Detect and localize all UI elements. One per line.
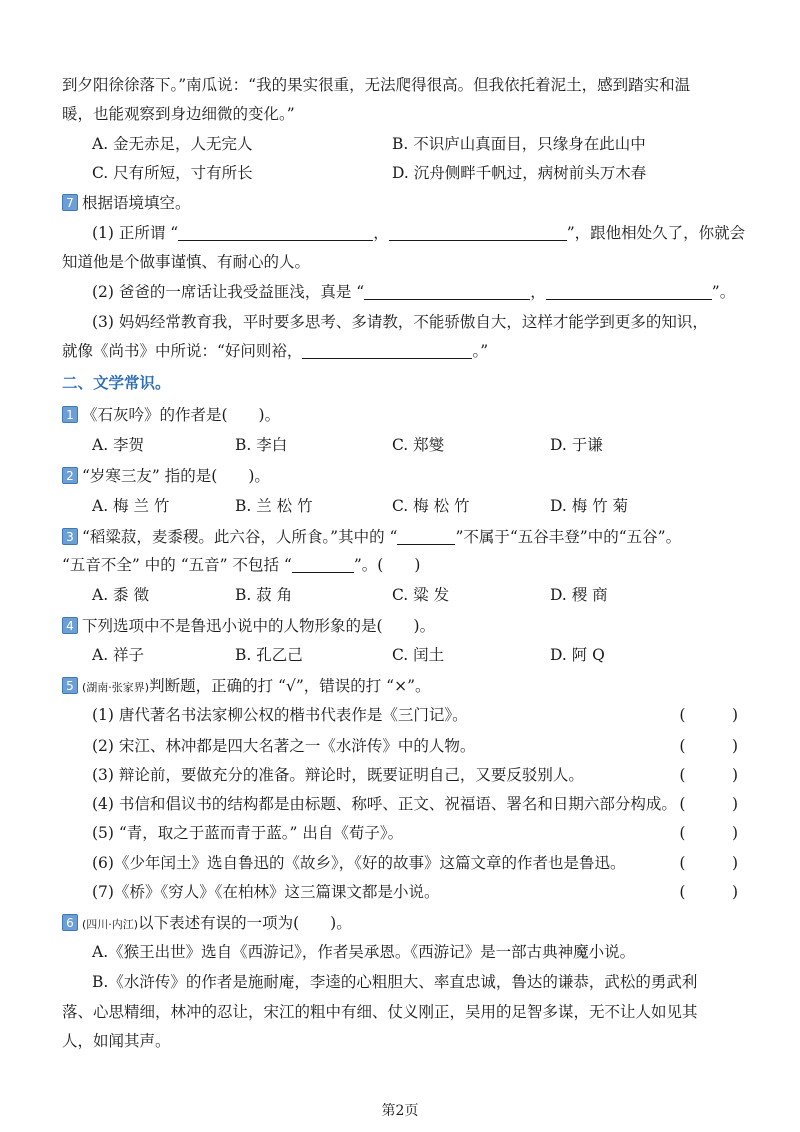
lit-q2-option-b: B. 兰 松 竹 [235,497,313,515]
q7-number-badge: 7 [62,194,78,211]
q7-s2-blank-2[interactable] [546,283,712,300]
lit-q5-item-2: (2) 宋江、林冲都是四大名著之一《水浒传》中的人物。 [92,737,476,755]
lit-q4-option-b: B. 孔乙己 [235,646,303,664]
page-number: 第2页 [381,1103,419,1119]
lit-q1-option-b: B. 李白 [235,436,288,454]
lit-q6-region: (四川·内江) [82,918,139,931]
q6-option-a: A. 金无赤足，人无完人 [92,135,253,153]
lit-q2-option-a: A. 梅 兰 竹 [92,497,170,515]
lit-q5-stem [62,675,760,699]
q6-option-b: B. 不识庐山真面目，只缘身在此山中 [392,135,646,153]
lit-q5-answer-2[interactable]: ( ) [679,737,738,755]
lit-q1-option-d: D. 于谦 [550,436,603,454]
q7-sentence-2 [92,281,760,303]
q7-sentence-3: (3) 妈妈经常教育我，平时要多思考、多请教，不能骄傲自大，这样才能学到更多的知识， [92,313,708,331]
q7-s1-comma: ， [373,224,389,242]
q7-title: 根据语境填空。 [82,194,191,212]
lit-q3-text-b: ”不属于“五谷丰登”中的“五谷”。 [455,528,682,546]
lit-q5-answer-4[interactable]: ( ) [679,795,738,813]
lit-q6-option-b-line-2: 落、心思精细，林冲的忍让，宋江的粗中有细、仗义刚正，吴用的足智多谋，无不让人如见其 [62,1003,698,1021]
lit-q6-stem [62,912,760,936]
lit-q5-answer-7[interactable]: ( ) [679,883,738,901]
lit-q5-item-3: (3) 辩论前，要做充分的准备。辩论时，既要证明自己，又要反驳别人。 [92,766,584,784]
lit-q5-answer-1[interactable]: ( ) [679,706,738,724]
lit-q3-stem-line-2 [62,554,760,576]
q6-option-d: D. 沉舟侧畔千帆过，病树前头万木春 [392,164,647,182]
q7-s3-prefix: 就像《尚书》中所说：“好问则裕， [62,342,303,360]
lit-q3-blank-1[interactable] [397,528,455,545]
lit-q4-text: 下列选项中不是鲁迅小说中的人物形象的是( )。 [82,617,436,635]
q6-option-c: C. 尺有所短，寸有所长 [92,164,253,182]
lit-q4-option-d: D. 阿 Q [550,646,605,664]
q7-s1-prefix: (1) 正所谓 “ [92,224,179,242]
section-title-literature: 二、文学常识。 [62,374,171,392]
lit-q5-answer-6[interactable]: ( ) [679,854,738,872]
lit-q1-option-a: A. 李贺 [92,436,145,454]
lit-q1-text: 《石灰吟》的作者是( )。 [82,406,281,424]
lit-q5-item-6: (6)《少年闰土》选自鲁迅的《故乡》，《好的故事》这篇文章的作者也是鲁迅。 [92,854,626,872]
lit-q6-number-badge: 6 [62,914,78,931]
lit-q5-region: (湖南·张家界) [82,681,150,694]
lit-q4-option-a: A. 祥子 [92,646,145,664]
lit-q6-option-a: A.《猴王出世》选自《西游记》，作者吴承恩。《西游记》是一部古典神魔小说。 [92,943,636,961]
q7-s3-blank[interactable] [302,342,472,359]
intro-line-1: 到夕阳徐徐落下。”南瓜说：“我的果实很重，无法爬得很高。但我依托着泥土，感到踏实和温 [62,76,691,94]
lit-q3-blank-2[interactable] [292,556,354,573]
lit-q2-number-badge: 2 [62,467,78,484]
lit-q5-item-4: (4) 书信和倡议书的结构都是由标题、称呼、正文、祝福语、署名和日期六部分构成。 [92,795,677,813]
lit-q5-item-5: (5) “青，取之于蓝而青于蓝。” 出自《荀子》。 [92,824,404,842]
lit-q3-option-b: B. 菽 角 [235,586,293,604]
q7-s1-blank-1[interactable] [178,224,373,241]
q7-s3-suffix: 。” [472,342,489,360]
q7-s2-blank-1[interactable] [364,283,530,300]
lit-q3-option-a: A. 黍 徵 [92,586,149,604]
lit-q5-answer-3[interactable]: ( ) [679,766,738,784]
lit-q6-option-b-line-1: B.《水浒传》的作者是施耐庵，李逵的心粗胆大、率直忠诚，鲁达的谦恭，武松的勇武利 [92,973,698,991]
lit-q3-stem-line-1 [62,526,760,548]
q7-heading [62,192,760,214]
lit-q3-option-d: D. 稷 商 [550,586,608,604]
intro-line-2: 暖，也能观察到身边细微的变化。” [62,105,295,123]
q7-s2-comma: ， [530,283,546,301]
lit-q1-stem [62,404,760,426]
q7-s1-blank-2[interactable] [389,224,567,241]
lit-q2-text: “岁寒三友” 指的是( )。 [82,467,270,485]
lit-q2-option-d: D. 梅 竹 菊 [550,497,629,515]
lit-q4-option-c: C. 闰土 [392,646,445,664]
lit-q3-text-c: “五音不全” 中的 “五音” 不包括 “ [62,556,292,574]
lit-q2-option-c: C. 梅 松 竹 [392,497,470,515]
lit-q5-item-1: (1) 唐代著名书法家柳公权的楷书代表作是《三门记》。 [92,706,468,724]
lit-q4-number-badge: 4 [62,617,78,634]
q7-s2-suffix: ”。 [711,283,736,301]
lit-q5-text: 判断题，正确的打 “√”，错误的打 “×”。 [149,677,431,695]
lit-q2-stem [62,465,760,487]
lit-q1-option-c: C. 郑燮 [392,436,445,454]
q7-s1-suffix: ”，跟他相处久了，你就会 [566,224,746,242]
lit-q3-number-badge: 3 [62,528,78,545]
lit-q3-text-a: “稻粱菽，麦黍稷。此六谷，人所食。”其中的 “ [82,528,398,546]
q7-sentence-1 [92,222,760,244]
lit-q6-option-b-line-3: 人，如闻其声。 [62,1032,171,1050]
lit-q6-text: 以下表述有误的一项为( )。 [138,914,352,932]
q7-s3-continuation [62,340,760,362]
lit-q5-answer-5[interactable]: ( ) [679,824,738,842]
q7-s1-continuation: 知道他是个做事谨慎、有耐心的人。 [62,253,311,271]
lit-q3-text-d: ”。( ) [353,556,421,574]
lit-q3-option-c: C. 粱 发 [392,586,450,604]
lit-q5-item-7: (7)《桥》《穷人》《在柏林》这三篇课文都是小说。 [92,883,440,901]
q7-s2-prefix: (2) 爸爸的一席话让我受益匪浅，真是 “ [92,283,365,301]
lit-q5-number-badge: 5 [62,677,78,694]
lit-q4-stem [62,615,760,637]
lit-q1-number-badge: 1 [62,406,78,423]
